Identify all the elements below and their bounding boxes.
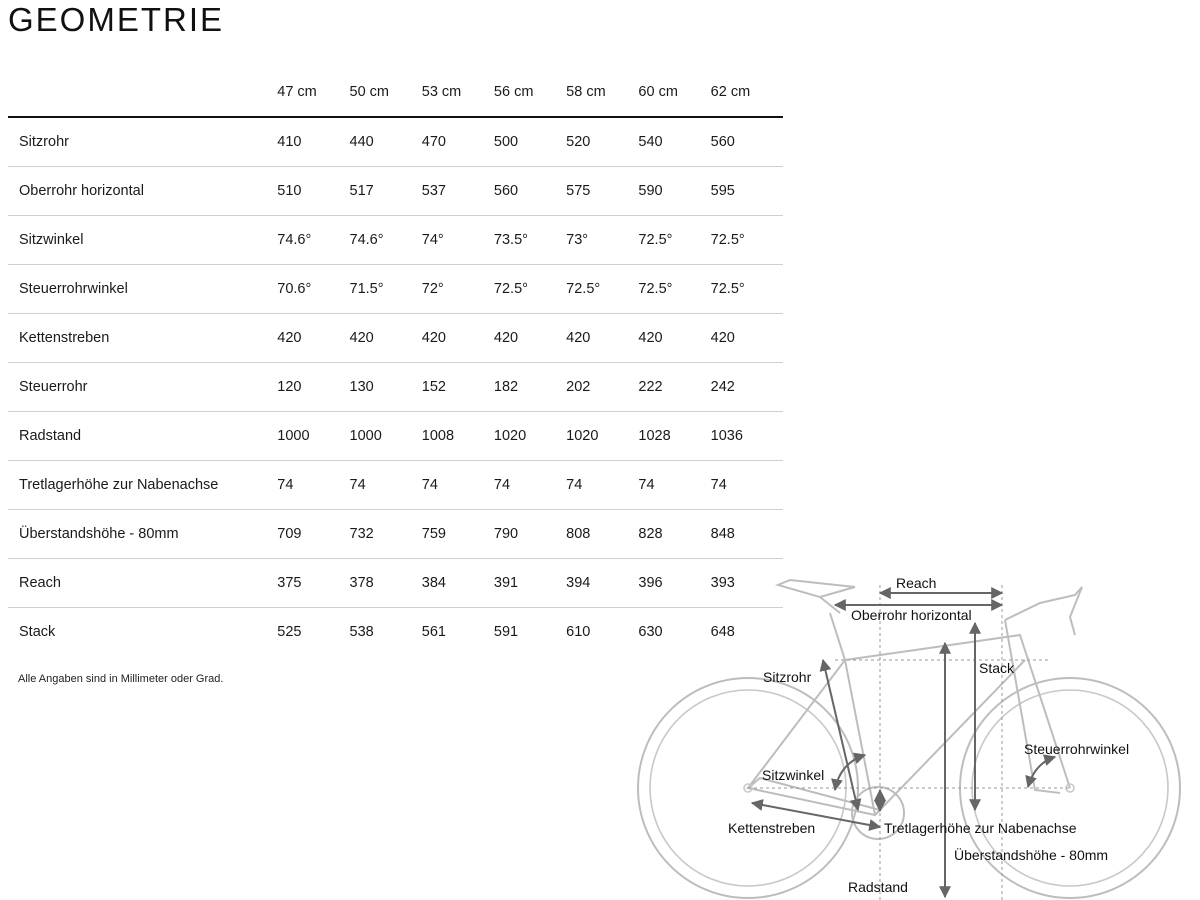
table-row (8, 461, 783, 510)
table-cell: 420 (494, 314, 566, 363)
table-cell: 648 (710, 624, 735, 640)
row-label: Steuerrohr (8, 363, 277, 412)
table-cell: 378 (350, 559, 422, 608)
table-cell: 130 (350, 363, 422, 412)
table-cell: 72.5° (638, 265, 710, 314)
label-standover: Überstandshöhe - 80mm (954, 847, 1109, 863)
label-chainstays: Kettenstreben (728, 820, 816, 836)
table-cell: 72.5° (638, 216, 710, 265)
row-label: Überstandshöhe - 80mm (8, 510, 277, 559)
table-cell: 74.6° (350, 216, 422, 265)
table-row (8, 216, 783, 265)
table-cell: 808 (566, 510, 638, 559)
table-cell: 72.5° (494, 265, 566, 314)
table-cell: 591 (493, 624, 519, 640)
table-cell: 420 (277, 314, 349, 363)
table-cell: 74° (422, 216, 494, 265)
table-cell: 242 (711, 363, 783, 412)
table-cell: 1000 (350, 412, 422, 461)
table-cell: 590 (638, 167, 710, 216)
table-cell: 848 (711, 510, 783, 559)
table-cell: 74 (711, 461, 783, 510)
table-cell: 1036 (711, 412, 783, 461)
table-cell: 396 (638, 559, 710, 608)
table-cell: 391 (494, 559, 566, 608)
table-cell: 393 (711, 559, 783, 608)
table-cell: 74 (566, 461, 638, 510)
table-cell: 520 (566, 117, 638, 167)
table-cell: 152 (422, 363, 494, 412)
column-header: 53 cm (422, 67, 494, 117)
table-cell: 560 (494, 167, 566, 216)
table-cell: 74 (494, 461, 566, 510)
table-cell: 1020 (566, 412, 638, 461)
table-cell: 537 (422, 167, 494, 216)
table-cell: 510 (277, 167, 349, 216)
table-cell: 1028 (638, 412, 710, 461)
table-cell: 72.5° (711, 216, 783, 265)
column-header: 56 cm (494, 67, 566, 117)
bike-geometry-svg (630, 565, 1200, 900)
table-header-row (8, 67, 783, 117)
table-cell: 420 (350, 314, 422, 363)
row-label: Sitzrohr (8, 117, 277, 167)
column-header: 50 cm (350, 67, 422, 117)
table-cell: 610 (566, 624, 591, 640)
table-cell: 70.6° (277, 265, 349, 314)
row-label: Reach (8, 559, 277, 608)
row-label: Tretlagerhöhe zur Nabenachse (8, 461, 277, 510)
table-cell: 73° (566, 216, 638, 265)
table-row (8, 117, 783, 167)
table-row (8, 412, 783, 461)
table-cell: 394 (566, 559, 638, 608)
table-row (8, 363, 783, 412)
table-row (8, 167, 783, 216)
table-cell: 74.6° (277, 216, 349, 265)
table-cell: 74 (277, 461, 349, 510)
table-cell: 72° (422, 265, 494, 314)
table-cell: 561 (421, 624, 446, 640)
table-cell: 560 (711, 117, 783, 167)
table-cell: 500 (494, 117, 566, 167)
table-cell: 1020 (494, 412, 566, 461)
label-wheelbase: Radstand (848, 879, 908, 895)
column-header: 60 cm (638, 67, 710, 117)
table-cell: 73.5° (494, 216, 566, 265)
table-cell: 828 (638, 510, 710, 559)
table-cell: 525 (277, 624, 302, 640)
table-cell: 1000 (277, 412, 349, 461)
label-seat-tube: Sitzrohr (763, 669, 812, 685)
row-label: Sitzwinkel (8, 216, 277, 265)
label-top-tube: Oberrohr horizontal (851, 607, 972, 623)
table-cell: 71.5° (350, 265, 422, 314)
label-seat-angle: Sitzwinkel (762, 767, 825, 783)
table-cell: 182 (494, 363, 566, 412)
column-header: 58 cm (566, 67, 638, 117)
table-cell: 120 (277, 363, 349, 412)
label-head-angle: Steuerrohrwinkel (1024, 741, 1130, 757)
table-cell: 72.5° (566, 265, 638, 314)
table-cell: 575 (566, 167, 638, 216)
table-cell: 420 (566, 314, 638, 363)
table-cell: 759 (422, 510, 494, 559)
table-cell: 202 (566, 363, 638, 412)
label-stack: Stack (979, 660, 1015, 676)
table-cell: 470 (422, 117, 494, 167)
table-cell: 420 (422, 314, 494, 363)
row-label: Stack (19, 624, 56, 640)
table-cell: 72.5° (711, 265, 783, 314)
table-row (8, 265, 783, 314)
table-cell: 709 (277, 510, 349, 559)
label-bb-height: Tretlagerhöhe zur Nabenachse (884, 820, 1077, 836)
table-cell: 375 (277, 559, 349, 608)
table-cell: 1008 (422, 412, 494, 461)
table-cell: 384 (422, 559, 494, 608)
table-cell: 74 (422, 461, 494, 510)
footnote: Alle Angaben sind in Millimeter oder Grad. (18, 673, 224, 685)
bike-geometry-diagram (630, 565, 1200, 900)
table-cell: 410 (277, 117, 349, 167)
row-label: Steuerrohrwinkel (8, 265, 277, 314)
table-cell: 540 (638, 117, 710, 167)
table-cell: 420 (638, 314, 710, 363)
table-header-corner (8, 67, 277, 117)
table-row (8, 510, 783, 559)
table-row (8, 314, 783, 363)
column-header: 62 cm (711, 67, 783, 117)
table-cell: 420 (711, 314, 783, 363)
table-cell: 630 (638, 624, 663, 640)
table-cell: 74 (638, 461, 710, 510)
row-label: Kettenstreben (8, 314, 277, 363)
table-cell: 517 (350, 167, 422, 216)
row-label: Radstand (8, 412, 277, 461)
table-cell: 538 (349, 624, 374, 640)
table-cell: 790 (494, 510, 566, 559)
label-reach: Reach (896, 575, 937, 591)
table-cell: 440 (350, 117, 422, 167)
row-label: Oberrohr horizontal (8, 167, 277, 216)
column-header: 47 cm (277, 67, 349, 117)
page-title: GEOMETRIE (8, 1, 225, 38)
table-cell: 222 (638, 363, 710, 412)
table-cell: 732 (350, 510, 422, 559)
table-cell: 74 (350, 461, 422, 510)
table-cell: 595 (711, 167, 783, 216)
